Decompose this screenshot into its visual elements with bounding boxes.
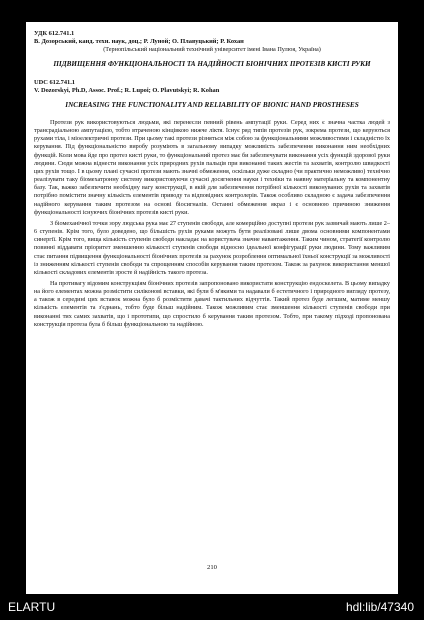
footer-bar bbox=[0, 594, 424, 620]
footer-repository-label: ELARTU bbox=[8, 600, 56, 614]
page-number: 210 bbox=[207, 564, 217, 571]
paper-page bbox=[26, 22, 398, 594]
title-en: INCREASING THE FUNCTIONALITY AND RELIABILITY OF BIONIC HAND PROSTHESES bbox=[65, 101, 359, 109]
body-paragraph-3: На противагу відомим конструкціям біонічних протезів запропоновано використати конструкцію ендоскелета. В цьому випадку на його елементах можна розмістити силіконові вставки, які були б м'якими та надавали б естетичного і природного вигляду протезу, а також в середині цих вставок можна було б розмістити давачі тактильних відчуттів. Такий протез буде легшим, матиме меншу кількість елементів та з'єднань, тобто буде більш надійним. Також можливим стає зменшення кількості ступенів свободи при виконанні тих самих захватів, що і прототипи, що спростило б керування таким протезом. Тобто, при такому підході пропонована конструкція протеза була б більш функціональною та надійною. bbox=[34, 279, 390, 328]
affiliation-uk: (Тернопільський національний технічний університет імені Івана Пулюя, Україна) bbox=[103, 46, 321, 53]
body-paragraph-2: З біомеханічної точки зору людська рука має 27 ступенів свободи, але комерційно доступні протези рук зазвичай мають лише 2–6 ступенів. Крім того, було доведено, що більшість рухів руками можуть бути реалізовані лише двома основними компонентами синергії. Крім того, вища кількість ступенів свободи накладає на користувача значне навантаження. Таким чином, стратегії контролю повинні віддавати пріоритет зменшенню кількості ступенів свободи відносно ідеальної конфігурації руки людини. Тому важливим стає питання підвищення функціональності біонічних протезів за рахунок розроблення оптимальної їхньої конструкції за можливості із зниженням кількості ступенів свободи та спрощенням способів керування таким протезом. Також за рахунок використання меншої кількості складових елементів зросте й надійність такого протеза. bbox=[34, 219, 390, 276]
udc-en: UDC 612.741.1 bbox=[34, 79, 76, 86]
udc-uk: УДК 612.741.1 bbox=[34, 30, 75, 37]
body-paragraph-1: Протези рук використовуються людьми, які перенесли певний рівень ампутації руки. Серед них є значна частка людей з трансрадіальною ампутацією, тобто втраченою кінцівкою нижче ліктя. Існує ряд типів протезів рук, зокрема протези, що керуються рухами тіла, і міоелектричні протези. При цьому такі протези різняться між собою за функціональними можливостями і складністю їх керування. Під функціональністю виробу розуміють в загальному випадку можливість забезпечення виконання ним необхідних функцій. Коли мова йде про протез кисті руки, то функціональний протез має би забезпечувати виконання усіх функцій здорової руки людини. Сюди можна віднести виконання усіх природних рухів пальців при виконанні таких жестів та захватів, контролю швидкості цих рухів тощо. І в цьому плані сучасні протези мають значні обмеження, оскільки дуже складно (чи практично неможливо) технічно реалізувати таку біомехатронну систему використовуючи сучасні досягнення науки і техніки та наявну матеріальну та компонентну базу. Так, важко забезпечити необхідну вагу конструкції, в якій для забезпечення потрібної кількості виконуваних рухів та захватів потрібно помістити значну кількість елементів приводу та відповідних контролерів. Також особливо складною є задача забезпечення надійного керування таким протезом на основі біосигналів. Останні обмеження якраз і є основною причиною зниження функціональності існуючих біонічних протезів кисті руки. bbox=[34, 119, 390, 216]
title-uk: ПІДВИЩЕННЯ ФУНКЦІОНАЛЬНОСТІ ТА НАДІЙНОСТІ БІОНІЧНИХ ПРОТЕЗІВ КИСТІ РУКИ bbox=[53, 60, 371, 68]
authors-en: V. Dozorskyi, Ph.D, Assoc. Prof.; R. Lupoi; O. Plavutskyi; R. Kohan bbox=[34, 87, 220, 94]
footer-handle-label: hdl:lib/47340 bbox=[345, 600, 414, 614]
authors-uk: В. Дозорський, канд. техн. наук, доц.; Р. Луной; О. Плавуцький; Р. Кохан bbox=[34, 38, 244, 45]
